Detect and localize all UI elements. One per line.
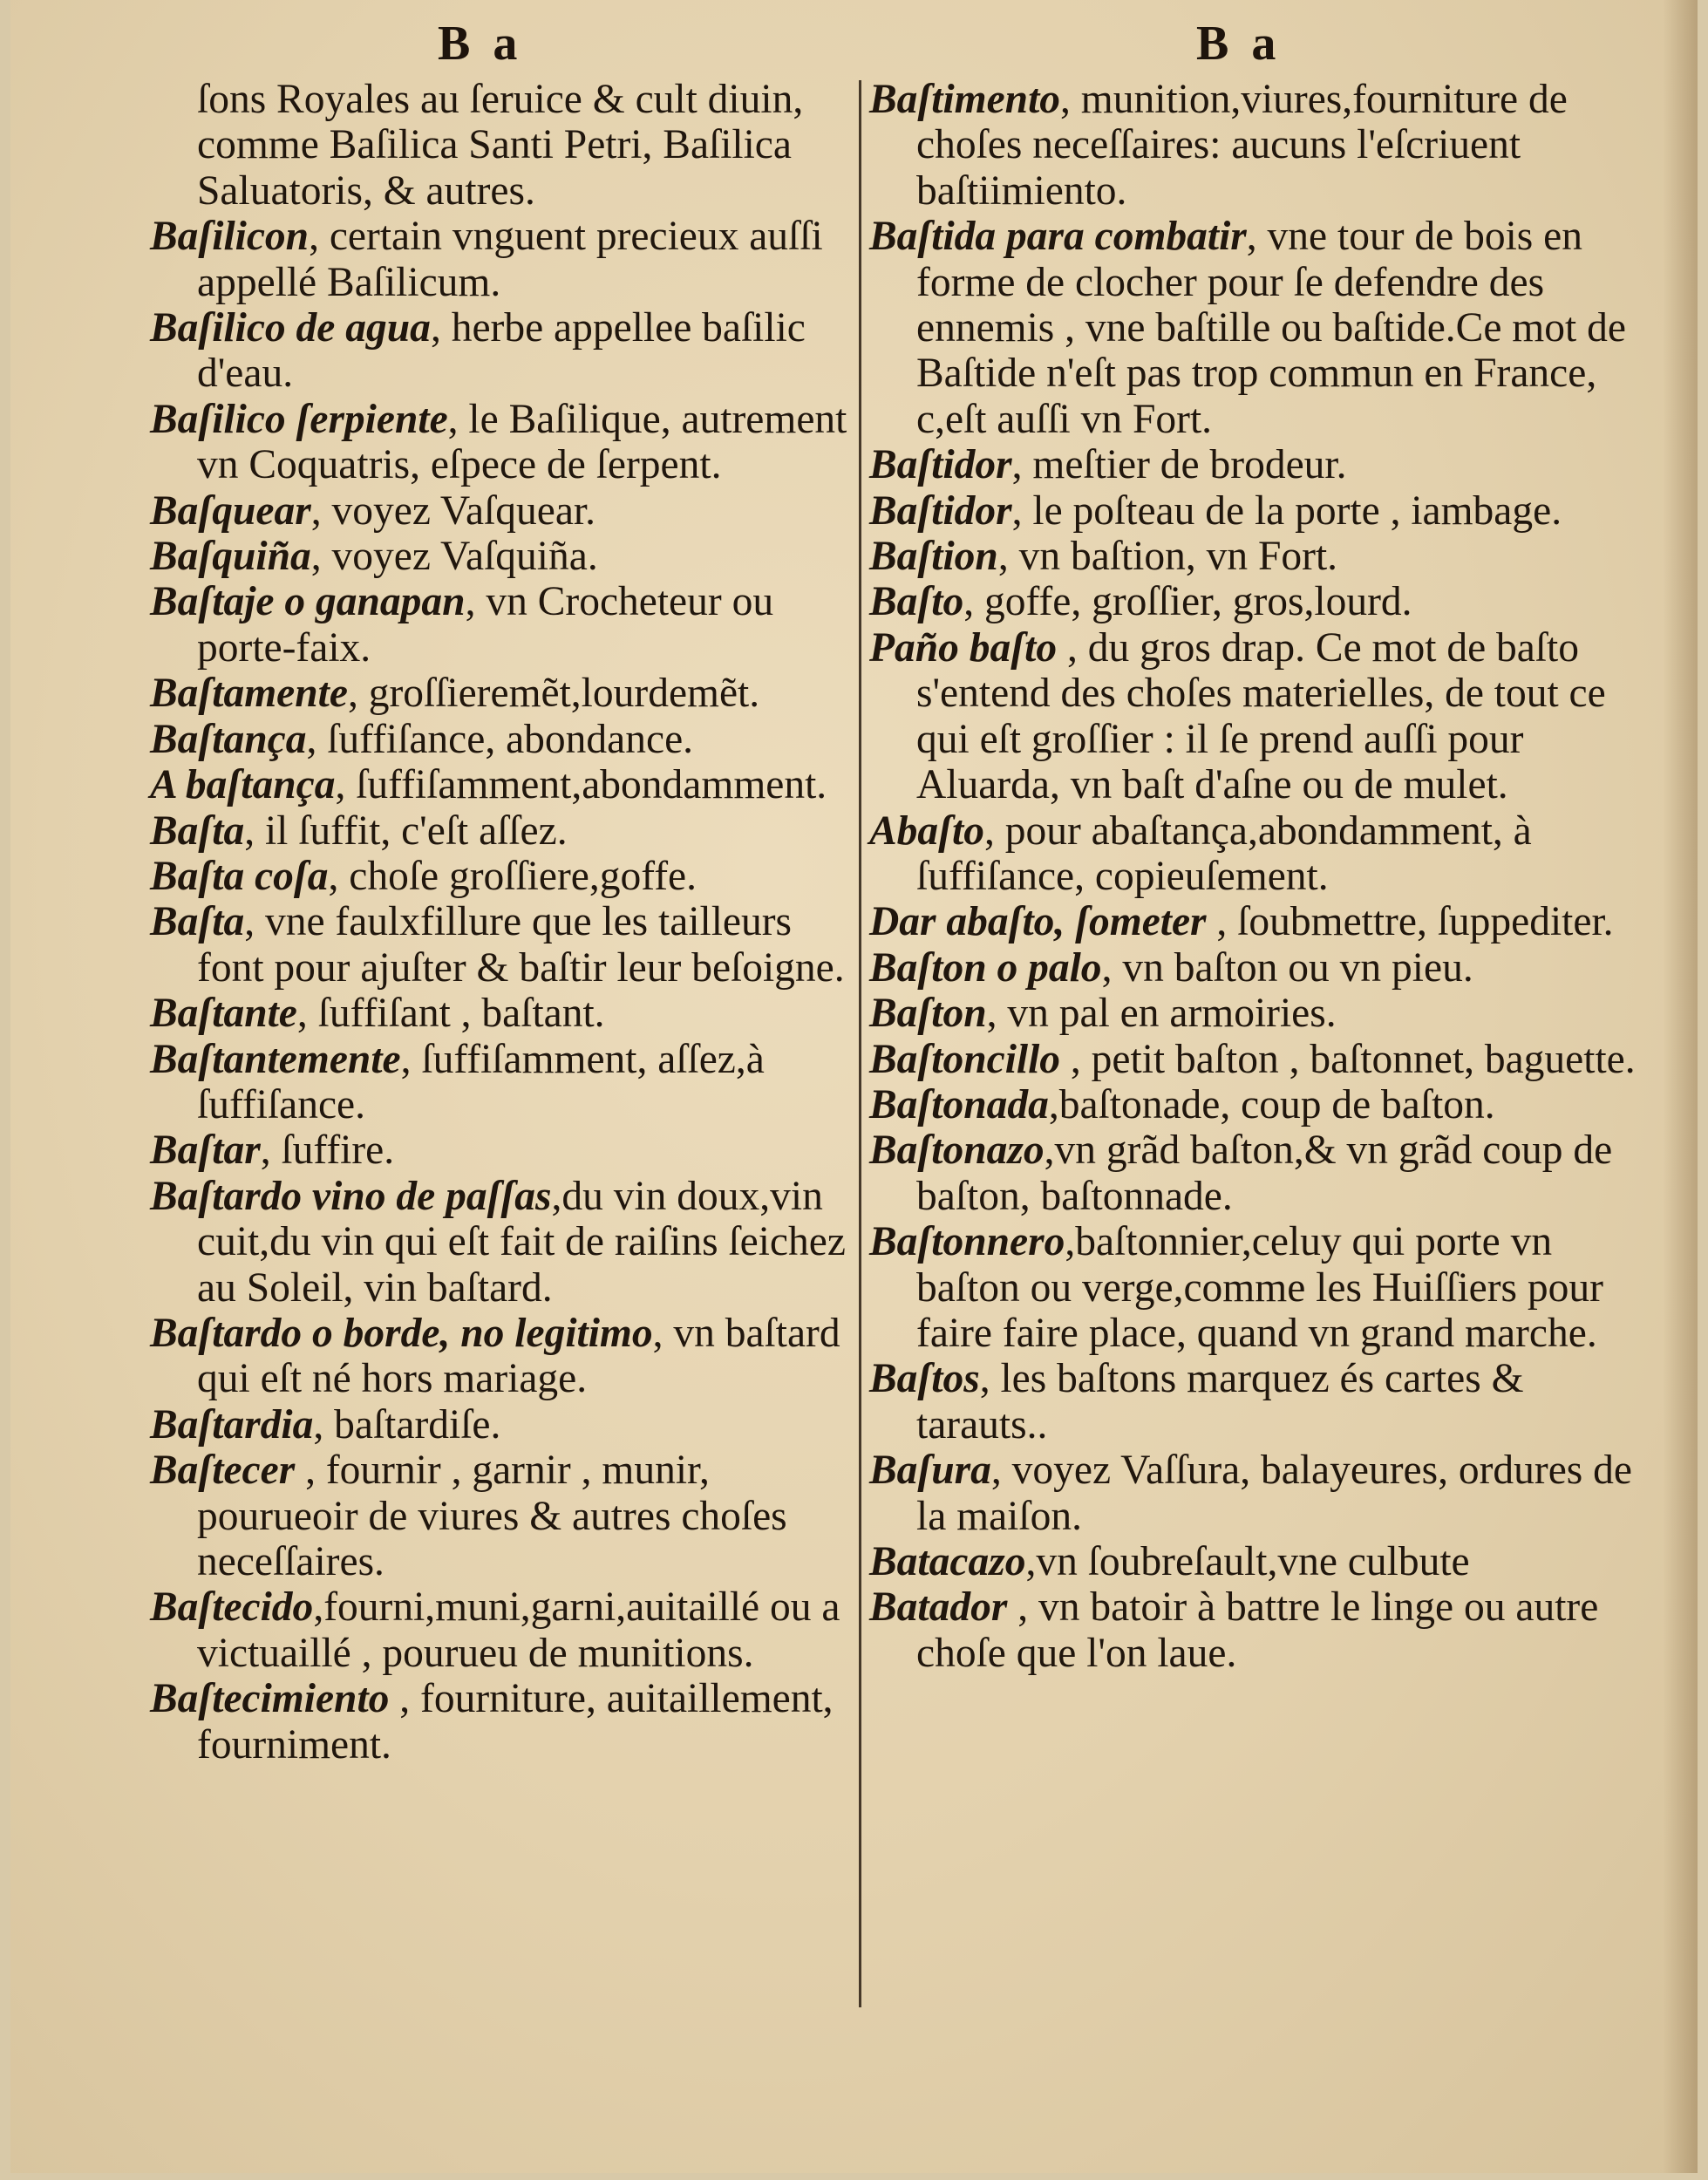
definition: , voyez Vaſquiña.: [310, 534, 598, 580]
definition: , du gros drap. Ce mot de baſto s'entend des choſes materielles, de tout ce qui eſt groſſier : il ſe prend auſſi pour Aluarda, vn baſt d'aſne ou de mulet.: [916, 624, 1606, 808]
definition: , ſuffiſamment, aſſez,à ſuffiſance.: [197, 1036, 765, 1127]
definition: , munition,viures,fourniture de choſes neceſſaires: aucuns l'eſcriuent baſtiimiento.: [916, 77, 1568, 214]
headword: Baſquiña: [150, 534, 311, 580]
dictionary-entry: [869, 1127, 1645, 1219]
dictionary-entry: [150, 808, 847, 854]
headword: Baſtos: [869, 1356, 980, 1402]
definition: , meſtier de brodeur.: [1011, 442, 1347, 488]
headword: Baſtança: [150, 716, 307, 762]
definition: , ſuffiſant , baſtant.: [296, 991, 605, 1037]
dictionary-entry: [869, 534, 1645, 579]
definition: , les baſtons marquez és cartes & tarauts..: [916, 1356, 1524, 1448]
dictionary-entry: [150, 717, 847, 762]
dictionary-entry: [150, 305, 847, 397]
dictionary-entry: [150, 1037, 847, 1128]
headword: Baſtonnero: [869, 1219, 1065, 1265]
headword: Baſta coſa: [150, 853, 329, 899]
dictionary-entry: [150, 397, 847, 488]
definition: , certain vnguent precieux auſſi appellé Baſilicum.: [197, 214, 823, 305]
definition: ,vn grãd baſton,& vn grãd coup de baſton, baſtonnade.: [916, 1127, 1613, 1219]
headword: Abaſto: [869, 807, 984, 854]
headword: Baſtidor: [869, 487, 1012, 534]
definition: , vn Crocheteur ou porte-faix.: [197, 579, 774, 671]
headword: Baſto: [869, 579, 964, 625]
dictionary-entry: [150, 488, 847, 534]
dictionary-entry: [869, 808, 1645, 900]
definition: , choſe groſſiere,goffe.: [328, 853, 697, 899]
dictionary-entry: [869, 625, 1645, 808]
definition: , fournir , garnir , munir, pourueoir de viures & autres choſes neceſſaires.: [197, 1448, 787, 1584]
dictionary-entry: [869, 579, 1645, 624]
definition: , ſuffiſance, abondance.: [306, 716, 694, 762]
dictionary-entry: [869, 442, 1645, 487]
dictionary-entry: [150, 671, 847, 716]
definition: , vne tour de bois en forme de clocher pour ſe defendre des ennemis , vne baſtille ou baſtide.Ce mot de Baſtide n'eſt pas trop commun en France, c,eſt auſſi vn Fort.: [916, 214, 1626, 442]
definition: , ſoubmettre, ſuppediter.: [1206, 899, 1614, 945]
dictionary-entry: [150, 1174, 847, 1311]
headword: Baſtecimiento: [150, 1676, 390, 1722]
definition: , il ſuffit, c'eſt aſſez.: [244, 807, 568, 854]
dictionary-entry: [869, 1082, 1645, 1127]
headword: Batador: [869, 1584, 1008, 1631]
definition: , voyez Vaſſura, balayeures, ordures de la maiſon.: [916, 1448, 1632, 1539]
definition: , vn baſtard qui eſt né hors mariage.: [197, 1310, 840, 1402]
dictionary-entry: [150, 534, 847, 579]
headword: Baſilicon: [150, 214, 310, 260]
definition: , groſſieremẽt,lourdemẽt.: [347, 671, 760, 717]
definition: ,vn ſoubreſault,vne culbute: [1025, 1539, 1470, 1584]
headword: Baſtoncillo: [869, 1036, 1061, 1082]
running-header-right: B a: [1196, 17, 1282, 71]
headword: Baſtantemente: [150, 1036, 401, 1082]
dictionary-entry: [150, 214, 847, 305]
column-divider: [859, 80, 861, 2007]
definition: , pour abaſtança,abondamment, à ſuffiſance, copieuſement.: [916, 807, 1532, 899]
headword: Baſtardo vino de paſſas: [150, 1173, 552, 1219]
dictionary-entry: [869, 945, 1645, 991]
headword: Baſilico de agua: [150, 305, 431, 351]
dictionary-entry: [869, 1539, 1645, 1584]
headword: Baſtaje o ganapan: [150, 579, 466, 625]
headword: Baſtidor: [869, 442, 1012, 488]
headword: Baſtonazo: [869, 1127, 1045, 1174]
headword: Batacazo: [869, 1539, 1026, 1584]
definition: , petit baſton , baſtonnet, baguette.: [1060, 1036, 1636, 1082]
headword: Baſtardia: [150, 1401, 314, 1448]
headword: Baſta: [150, 899, 245, 945]
definition: , vn batoir à battre le linge ou autre choſe que l'on laue.: [916, 1584, 1599, 1676]
dictionary-entry: [869, 1219, 1645, 1356]
dictionary-entry: [150, 991, 847, 1036]
dictionary-entry: ſons Royales au ſeruice & cult diuin, comme Baſilica Santi Petri, Baſilica Saluatoris, & autres.: [197, 77, 804, 214]
headword: Baſura: [869, 1448, 991, 1494]
definition: ,fourni,muni,garni,auitaillé ou a victuaillé , pourueu de munitions.: [197, 1584, 840, 1676]
definition: , ſuffiſamment,abondamment.: [335, 762, 827, 808]
dictionary-entry: [150, 1448, 847, 1584]
dictionary-entry: [150, 1311, 847, 1402]
definition: ,baſtonade, coup de baſton.: [1048, 1081, 1495, 1127]
dictionary-entry: [150, 854, 847, 899]
headword: Paño baſto: [869, 624, 1058, 671]
headword: Dar abaſto, ſometer: [869, 899, 1207, 945]
dictionary-entry: [869, 991, 1645, 1036]
definition: , vn baſtion, vn Fort.: [997, 534, 1338, 580]
headword: Baſilico ſerpiente: [150, 396, 448, 442]
dictionary-entry: [150, 1402, 847, 1448]
definition: , ſuffire.: [260, 1127, 395, 1174]
headword: Baſtion: [869, 534, 998, 580]
headword: Baſton o palo: [869, 944, 1102, 991]
dictionary-entry: [869, 488, 1645, 534]
right-column: [869, 77, 1645, 1676]
headword: Baſtida para combatir: [869, 214, 1247, 260]
headword: A baſtança: [150, 762, 336, 808]
headword: Baſta: [150, 807, 245, 854]
headword: Baſquear: [150, 487, 311, 534]
headword: Baſtimento: [869, 77, 1061, 122]
definition: , vne faulxfillure que les tailleurs font pour ajuſter & baſtir leur beſoigne.: [197, 899, 845, 991]
dictionary-entry: [869, 214, 1645, 442]
dictionary-entry: [150, 1584, 847, 1676]
headword: Baſton: [869, 991, 987, 1037]
definition: , le Baſilique, autrement vn Coquatris, eſpece de ſerpent.: [197, 396, 847, 488]
dictionary-entry: [869, 1584, 1645, 1676]
headword: Baſtante: [150, 991, 297, 1037]
definition: , vn baſton ou vn pieu.: [1101, 944, 1473, 991]
definition: , le poſteau de la porte , iambage.: [1011, 487, 1562, 534]
dictionary-entry: [869, 1356, 1645, 1448]
dictionary-entry: [869, 899, 1645, 944]
definition: ,du vin doux,vin cuit,du vin qui eſt fait de raiſins ſeichez au Soleil, vin baſtard.: [197, 1173, 846, 1311]
dictionary-entry: [150, 579, 847, 671]
headword: Baſtonada: [869, 1081, 1049, 1127]
dictionary-entry: [869, 1037, 1645, 1082]
definition: , vn pal en armoiries.: [986, 991, 1337, 1037]
headword: Baſtecido: [150, 1584, 314, 1631]
definition: , baſtardiſe.: [313, 1401, 501, 1448]
headword: Baſtamente: [150, 671, 348, 717]
running-header-left: B a: [438, 17, 523, 71]
left-column: [150, 77, 847, 1768]
dictionary-entry: [869, 77, 1645, 214]
dictionary-entry: [150, 762, 847, 807]
definition: ,baſtonnier,celuy qui porte vn baſton ou verge,comme les Huiſſiers pour faire faire place, quand vn grand marche.: [916, 1219, 1603, 1356]
headword: Baſtecer: [150, 1448, 296, 1494]
definition: , fourniture, auitaillement, fourniment.: [197, 1676, 834, 1768]
dictionary-entry: [150, 1127, 847, 1173]
dictionary-entry: [150, 1676, 847, 1768]
definition: , herbe appellee baſilic d'eau.: [197, 305, 806, 397]
dictionary-entry: [869, 1448, 1645, 1539]
page: [10, 0, 1698, 2173]
headword: Baſtar: [150, 1127, 261, 1174]
definition: , voyez Vaſquear.: [310, 487, 595, 534]
definition: , goffe, groſſier, gros,lourd.: [963, 579, 1412, 625]
dictionary-entry: [150, 899, 847, 991]
headword: Baſtardo o borde, no legitimo: [150, 1310, 653, 1356]
page-fold-shadow: [1663, 0, 1698, 2173]
